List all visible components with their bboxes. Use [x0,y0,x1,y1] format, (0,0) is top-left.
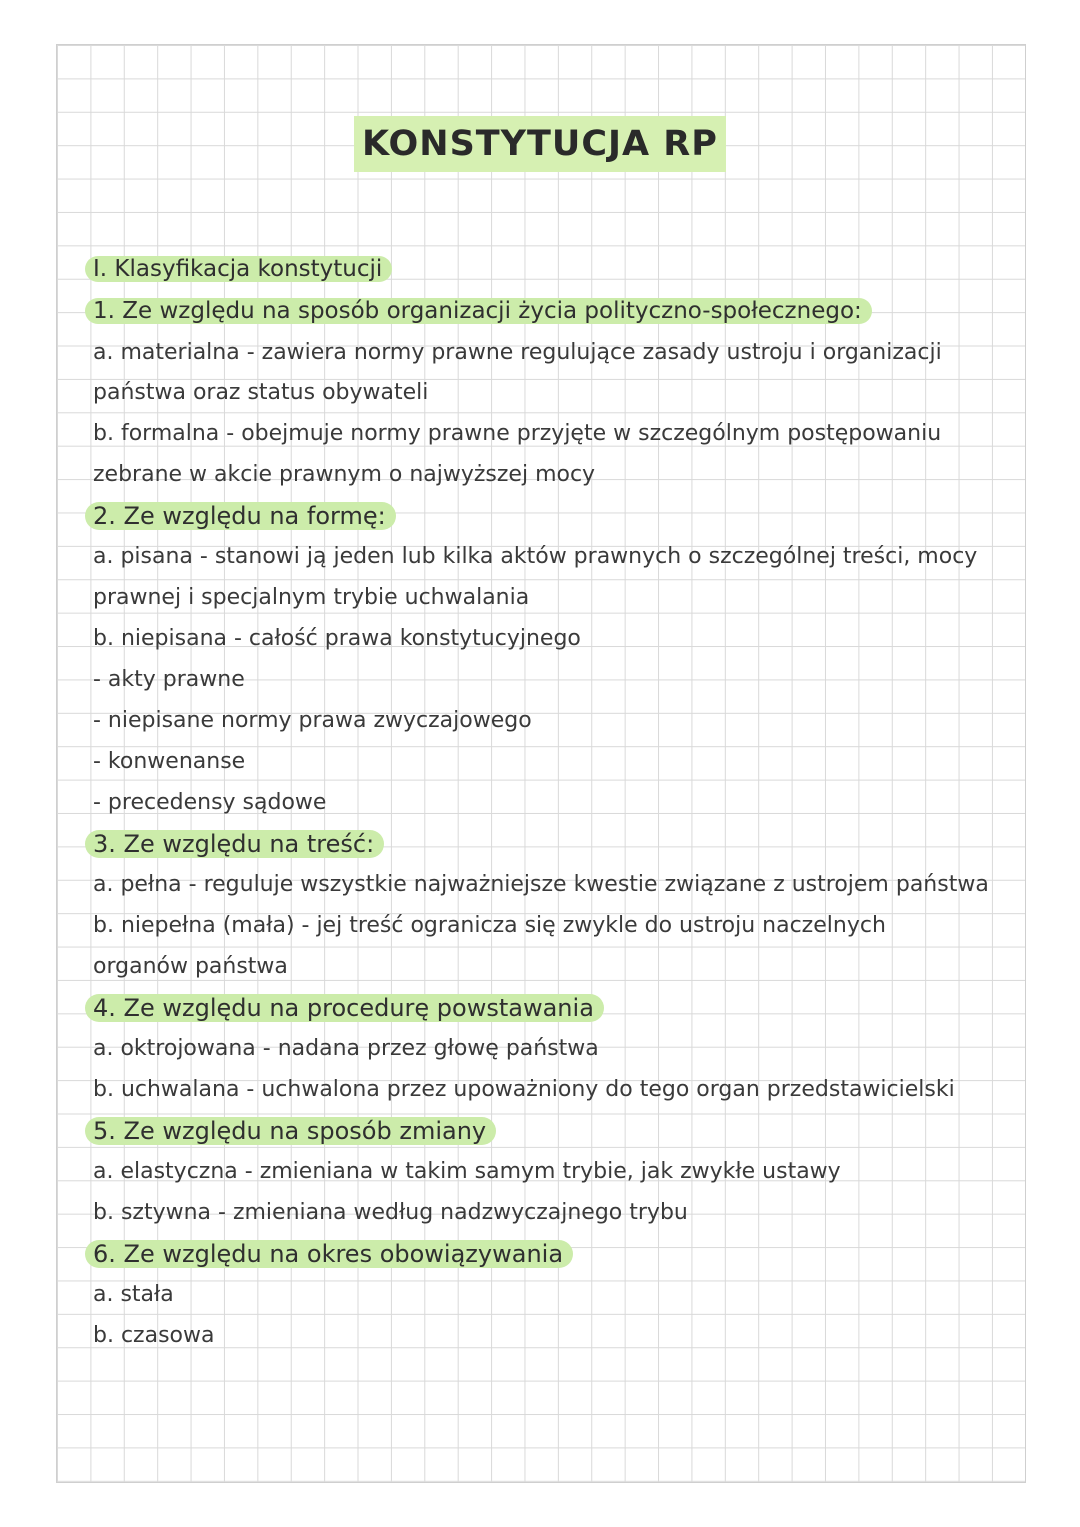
list-item: - konwenanse [93,749,246,774]
heading-highlight: 5. Ze względu na sposób zmiany [85,1117,496,1145]
heading-highlight: 2. Ze względu na formę: [85,502,396,530]
subheading-3 [93,825,384,863]
list-item: - niepisane normy prawa zwyczajowego [93,708,532,733]
text-line: b. formalna - obejmuje normy prawne przyjęte w szczególnym postępowaniu [93,421,942,446]
text-line: b. niepisana - całość prawa konstytucyjnego [93,626,581,651]
heading-highlight: 4. Ze względu na procedurę powstawania [85,994,604,1022]
heading-highlight: I. Klasyfikacja konstytucji [85,256,392,282]
subheading-5 [93,1112,496,1150]
text-line: b. czasowa [93,1323,215,1348]
text-line: b. niepełna (mała) - jej treść ogranicza się zwykle do ustroju naczelnych [93,913,886,938]
subheading-2 [93,497,396,535]
text-line: organów państwa [93,954,288,979]
text-line: zebrane w akcie prawnym o najwyższej mocy [93,462,596,487]
list-item: - precedensy sądowe [93,790,327,815]
subheading-6 [93,1235,573,1273]
subheading-1 [93,292,872,330]
text-line: a. pełna - reguluje wszystkie najważniejsze kwestie związane z ustrojem państwa [93,872,989,897]
text-line: a. materialna - zawiera normy prawne regulujące zasady ustroju i organizacji [93,340,942,365]
heading-highlight: 3. Ze względu na treść: [85,830,384,858]
text-line: b. sztywna - zmieniana według nadzwyczajnego trybu [93,1200,688,1225]
text-line: a. stała [93,1282,174,1307]
text-line: a. elastyczna - zmieniana w takim samym trybie, jak zwykłe ustawy [93,1159,841,1184]
text-line: państwa oraz status obywateli [93,380,429,405]
list-item: - akty prawne [93,667,245,692]
text-line: b. uchwalana - uchwalona przez upoważniony do tego organ przedstawicielski [93,1077,955,1102]
heading-highlight: 6. Ze względu na okres obowiązywania [85,1240,573,1268]
section-heading [93,250,392,288]
text-line: a. oktrojowana - nadana przez głowę państwa [93,1036,599,1061]
text-line: prawnej i specjalnym trybie uchwalania [93,585,530,610]
subheading-4 [93,989,604,1027]
page-title: KONSTYTUCJA RP [354,116,726,172]
text-line: a. pisana - stanowi ją jeden lub kilka aktów prawnych o szczególnej treści, mocy [93,544,978,569]
heading-highlight: 1. Ze względu na sposób organizacji życia polityczno-społecznego: [85,298,872,324]
